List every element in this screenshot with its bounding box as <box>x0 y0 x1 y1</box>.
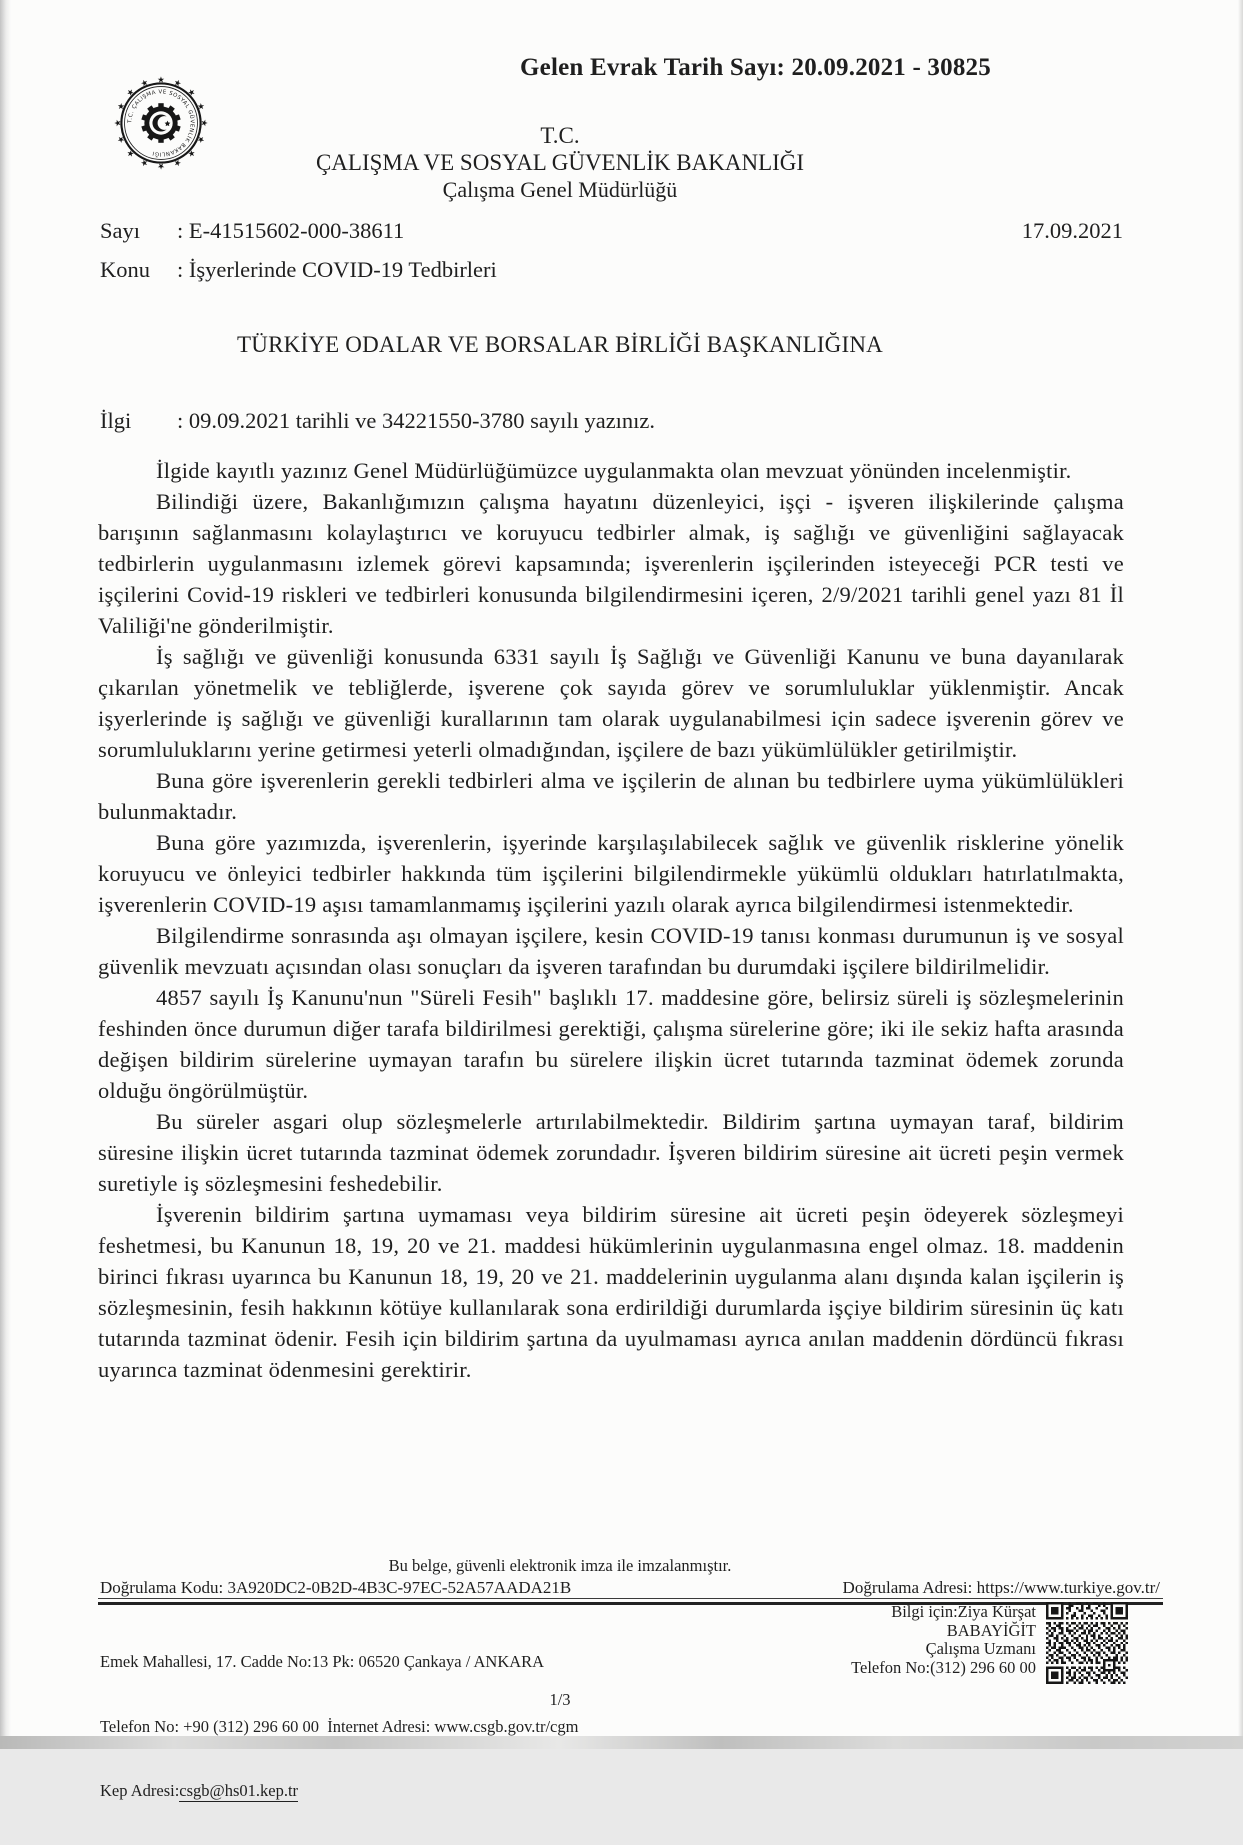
konu-row <box>100 257 497 283</box>
contact-info-line: Bilgi için:Ziya Kürşat <box>891 1602 1036 1621</box>
body-paragraph: 4857 sayılı İş Kanunu'nun "Süreli Fesih" başlıklı 17. maddesine göre, belirsiz süreli iş sözleşmelerinin feshinden önce durumun diğer tarafa bildirilmesi gerektiği, çalışma sürelerine göre; iki ile sekiz hafta arasında değişen bildirim sürelerine uymayan tarafın bu sürelere ilişkin ücret tutarında tazminat ödemek zorunda olduğu öngörülmüştür. <box>98 985 1124 1103</box>
ilgi-row <box>100 408 655 434</box>
contact-title: Çalışma Uzmanı <box>925 1639 1036 1658</box>
kep-address: csgb@hs01.kep.tr <box>179 1781 299 1800</box>
page-number: 1/3 <box>549 1690 571 1709</box>
verification-address: Doğrulama Adresi: https://www.turkiye.gov.tr/ <box>842 1578 1160 1597</box>
body-paragraph: Bilindiği üzere, Bakanlığımızın çalışma hayatını düzenleyici, işçi - işveren ilişkilerinde çalışma barışının sağlanmasını kolaylaştırıcı ve koruyucu tedbirler almak, iş sağlığı ve güvenliğini sağlayacak tedbirlerin uygulanmasını izlemek görevi kapsamında; işverenlerin işçilerinden isteyeceği PCR testi ve işçilerini Covid-19 riskleri ve tedbirleri konusunda bilgilendirmesini içeren, 2/9/2021 tarihli genel yazı 81 İl Valiliği'ne gönderilmiştir. <box>98 489 1124 638</box>
scan-edge-left <box>0 0 11 1749</box>
body-paragraph: Buna göre işverenlerin gerekli tedbirleri alma ve işçilerin de alınan bu tedbirlere uyma yükümlülükleri bulunmaktadır. <box>98 768 1124 824</box>
address-line: Emek Mahallesi, 17. Cadde No:13 Pk: 06520 Çankaya / ANKARA <box>100 1652 545 1671</box>
sayi-label: Sayı <box>100 218 141 243</box>
body-paragraph: Bilgilendirme sonrasında aşı olmayan işçilere, kesin COVID-19 tanısı konması durumunun iş ve sosyal güvenlik mevzuatı açısından olası sonuçları da işveren tarafından bu durumdaki işçilere bildirilmelidir. <box>98 923 1124 979</box>
seal-ring-text: T.C. ÇALIŞMA VE SOSYAL GÜVENLİK BAKANLIĞI <box>127 89 195 157</box>
letterhead <box>100 122 1020 203</box>
body-paragraph: Bu süreler asgari olup sözleşmelerle artırılabilmektedir. Bildirim şartına uymayan taraf, bildirim süresine ilişkin ücret tutarında tazminat ödemek zorundadır. İşveren bildirim süresine ait ücreti peşin vermek suretiyle iş sözleşmesini feshedebilir. <box>98 1109 1124 1196</box>
document-meta <box>100 218 497 283</box>
letterhead-directorate: Çalışma Genel Müdürlüğü <box>442 177 678 202</box>
letter-date: 17.09.2021 <box>1021 218 1123 243</box>
verification-code: Doğrulama Kodu: 3A920DC2-0B2D-4B3C-97EC-52A57AADA21B <box>100 1578 572 1597</box>
letterhead-ministry: ÇALIŞMA VE SOSYAL GÜVENLİK BAKANLIĞI <box>315 150 805 175</box>
body-paragraph: İlgide kayıtlı yazınız Genel Müdürlüğümüzce uygulanmakta olan mevzuat yönünden incelenmiştir. <box>156 458 1072 483</box>
sayi-row <box>100 218 497 244</box>
recipient-line: TÜRKİYE ODALAR VE BORSALAR BİRLİĞİ BAŞKANLIĞINA <box>237 332 883 357</box>
footer-rule-thin <box>98 1598 1163 1599</box>
body-paragraph: İşverenin bildirim şartına uymaması veya bildirim süresine ait ücreti peşin ödeyerek sözleşmeyi feshetmesi, bu Kanunun 18, 19, 20 ve 21. maddesi hükümlerinin uygulanmasına engel olmaz. 18. maddenin birinci fıkrası uyarınca bu Kanunun 18, 19, 20 ve 21. maddelerinin uygulanma alanı dışında kalan işçilerin iş sözleşmesinin, fesih hakkının kötüye kullanılarak sona erdirildiği durumlarda işçiye bildirim süresinin üç katı tutarında tazminat ödenir. Fesih için bildirim şartına da uyulmaması ayrıca anılan maddenin dördüncü fıkrası uyarınca tazminat ödenmesini gerektirir. <box>98 1202 1124 1382</box>
kep-line <box>100 1780 578 1802</box>
contact-phone: Telefon No:(312) 296 60 00 <box>851 1657 1036 1677</box>
konu-label: Konu <box>100 257 150 282</box>
address-phone-line: Telefon No: +90 (312) 296 60 00 İnternet Adresi: www.csgb.gov.tr/cgm <box>100 1716 579 1736</box>
kep-label: Kep Adresi: <box>100 1781 180 1800</box>
qr-code <box>1045 1602 1129 1684</box>
sayi-value: : E-41515602-000-38611 <box>177 218 405 243</box>
scan-edge-right <box>1238 0 1243 1749</box>
body-paragraph: Buna göre yazımızda, işverenlerin, işyerinde karşılaşılabilecek sağlık ve güvenlik risklerine yönelik koruyucu ve önleyici tedbirler hakkında tüm işçilerini bilgilendirmekle yükümlü oldukları hatırlatılmakta, işverenlerin COVID-19 aşısı tamamlanmamış işçilerini yazılı olarak ayrıca bilgilendirmesi istenmektedir. <box>98 830 1124 917</box>
letter-body <box>98 455 1124 1385</box>
esignature-note: Bu belge, güvenli elektronik imza ile imzalanmıştır. <box>388 1556 732 1575</box>
verification-row <box>100 1578 1160 1598</box>
letterhead-tc: T.C. <box>540 123 580 148</box>
konu-value: : İşyerlerinde COVID-19 Tedbirleri <box>177 257 497 282</box>
body-paragraph: İş sağlığı ve güvenliği konusunda 6331 sayılı İş Sağlığı ve Güvenliği Kanunu ve buna dayanılarak çıkarılan yönetmelik ve tebliğlerde, işverene çok sayıda görev ve sorumluluklar yüklenmiştir. Ancak işyerlerinde iş sağlığı ve güvenliği kurallarının tam olarak uygulanabilmesi için sadece işverenin görev ve sorumluluklarını yerine getirmesi yeterli olmadığından, işçilere de bazı yükümlülükler getirilmiştir. <box>98 644 1124 762</box>
ilgi-label: İlgi <box>100 408 132 433</box>
sender-address-block <box>100 1608 578 1845</box>
scan-edge-bottom <box>0 1736 1243 1749</box>
contact-person-block <box>851 1603 1036 1677</box>
contact-surname: BABAYİĞİT <box>946 1620 1036 1640</box>
incoming-document-stamp: Gelen Evrak Tarih Sayı: 20.09.2021 - 30825 <box>520 54 991 81</box>
ilgi-value: : 09.09.2021 tarihli ve 34221550-3780 sayılı yazınız. <box>177 408 656 433</box>
